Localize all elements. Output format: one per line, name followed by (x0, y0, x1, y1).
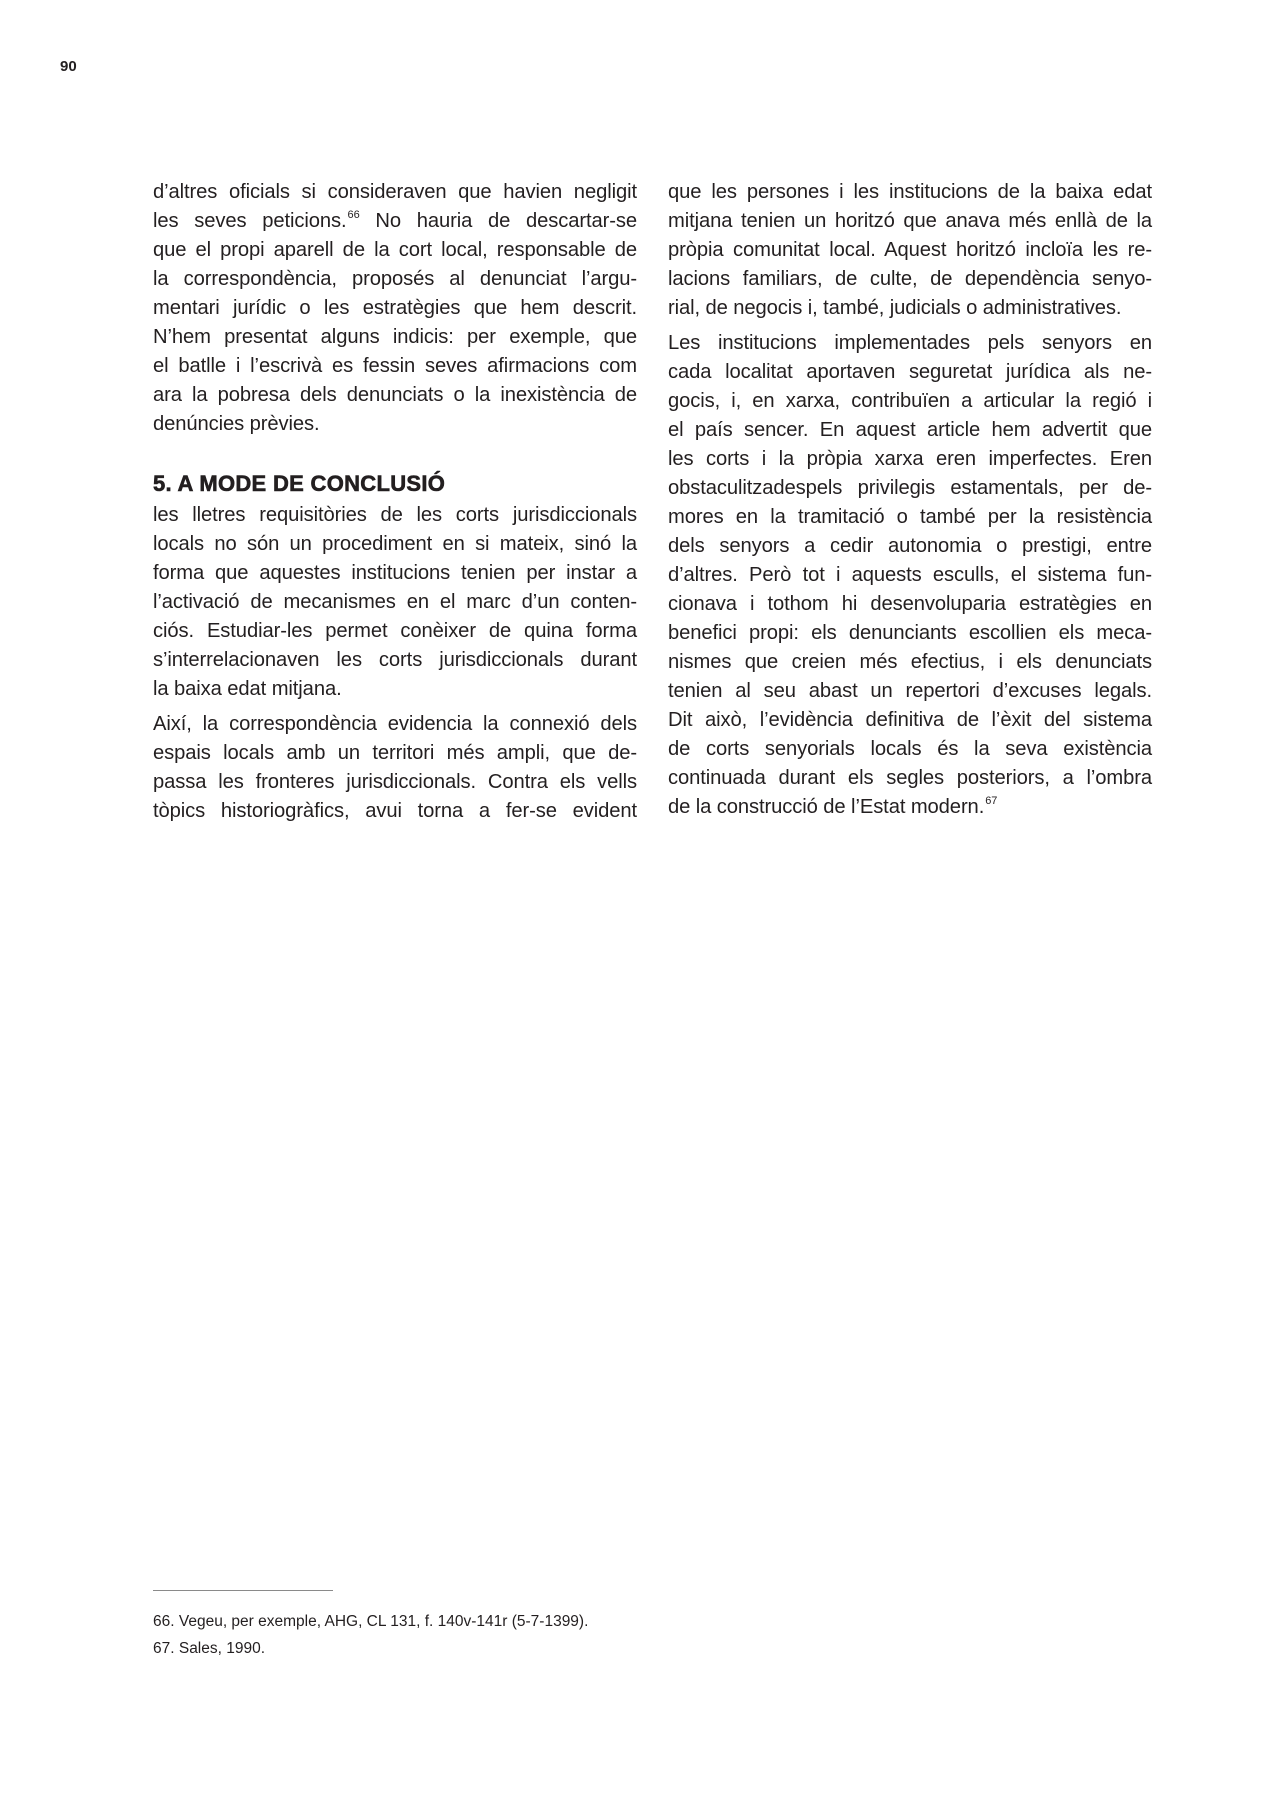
text-segment: No hauria de descartar-se (375, 210, 638, 232)
text-line: espais locals amb un territori més ampli, que de- (153, 742, 637, 764)
text-line: que el propi aparell de la cort local, responsable de (153, 239, 637, 261)
paragraph (153, 178, 637, 439)
text-line: tenien al seu abast un repertori d’excuses legals. (668, 680, 1152, 702)
text-line: s’interrelacionaven les corts jurisdiccionals durant (153, 649, 637, 671)
text-segment: les seves peticions. (153, 210, 347, 232)
footnote-divider (153, 1590, 333, 1591)
paragraph (668, 178, 1152, 323)
paragraph (668, 329, 1152, 822)
text-line: ara la pobresa dels denunciats o la inexistència de (153, 384, 637, 406)
text-line: mitjana tenien un horitzó que anava més enllà de la (668, 210, 1152, 232)
footnote-67: 67. Sales, 1990. (153, 1640, 266, 1657)
text-line: d’altres. Però tot i aquests esculls, el sistema fun- (668, 564, 1152, 586)
footnotes (153, 1608, 853, 1662)
text-line: pròpia comunitat local. Aquest horitzó incloïa les re- (668, 239, 1152, 261)
text-line: ciós. Estudiar-les permet conèixer de quina forma (153, 620, 637, 642)
section-heading: 5. A MODE DE CONCLUSIÓ (153, 471, 446, 496)
text-line: denúncies prèvies. (153, 413, 320, 435)
footnote-66: 66. Vegeu, per exemple, AHG, CL 131, f. 140v-141r (5-7-1399). (153, 1613, 589, 1630)
footnote-ref-66[interactable]: 66 (347, 209, 360, 221)
text-line: passa les fronteres jurisdiccionals. Contra els vells (153, 771, 637, 793)
text-line: dels senyors a cedir autonomia o prestigi, entre (668, 535, 1152, 557)
text-line: gocis, i, en xarxa, contribuïen a articular la regió i (668, 390, 1152, 412)
text-line: de corts senyorials locals és la seva existència (668, 738, 1152, 760)
text-line: cionava i tothom hi desenvoluparia estratègies en (668, 593, 1152, 615)
text-line (153, 207, 637, 236)
text-line: cada localitat aportaven seguretat jurídica als ne- (668, 361, 1152, 383)
text-line (668, 793, 1152, 822)
text-line: forma que aquestes institucions tenien per instar a (153, 562, 637, 584)
text-line: la correspondència, proposés al denunciat l’argu- (153, 268, 637, 290)
text-line: les corts i la pròpia xarxa eren imperfectes. Eren (668, 448, 1152, 470)
right-column (668, 178, 1152, 828)
text-line: d’altres oficials si consideraven que havien negligit (153, 181, 637, 203)
text-line: l’activació de mecanismes en el marc d’un conten- (153, 591, 637, 613)
page-number: 90 (60, 58, 77, 75)
text-line: rial, de negocis i, també, judicials o administratives. (668, 297, 1122, 319)
text-line: Les institucions implementades pels senyors en (668, 332, 1152, 354)
text-line: Dit això, l’evidència definitiva de l’èxit del sistema (668, 709, 1152, 731)
text-line: nismes que creien més efectius, i els denunciats (668, 651, 1152, 673)
paragraph (153, 501, 637, 704)
text-line: el batlle i l’escrivà es fessin seves afirmacions com (153, 355, 637, 377)
text-line: Així, la correspondència evidencia la connexió dels (153, 713, 637, 735)
text-line: locals no són un procediment en si mateix, sinó la (153, 533, 637, 555)
paragraph (153, 710, 637, 826)
text-line: mentari jurídic o les estratègies que hem descrit. (153, 297, 637, 319)
text-line: N’hem presentat alguns indicis: per exemple, que (153, 326, 637, 348)
text-line: benefici propi: els denunciants escollien els meca- (668, 622, 1152, 644)
text-line: continuada durant els segles posteriors, a l’ombra (668, 767, 1152, 789)
left-column (153, 178, 637, 832)
text-line: que les persones i les institucions de la baixa edat (668, 181, 1152, 203)
text-line: mores en la tramitació o també per la resistència (668, 506, 1152, 528)
text-line: la baixa edat mitjana. (153, 678, 342, 700)
text-line: lacions familiars, de culte, de dependència senyo- (668, 268, 1152, 290)
text-segment: de la construcció de l’Estat modern. (668, 796, 985, 818)
text-line: tòpics historiogràfics, avui torna a fer-se evident (153, 800, 637, 822)
footnote-ref-67[interactable]: 67 (985, 795, 998, 807)
text-line: obstaculitzadespels privilegis estamentals, per de- (668, 477, 1152, 499)
text-line: el país sencer. En aquest article hem advertit que (668, 419, 1152, 441)
text-line: les lletres requisitòries de les corts jurisdiccionals (153, 504, 637, 526)
